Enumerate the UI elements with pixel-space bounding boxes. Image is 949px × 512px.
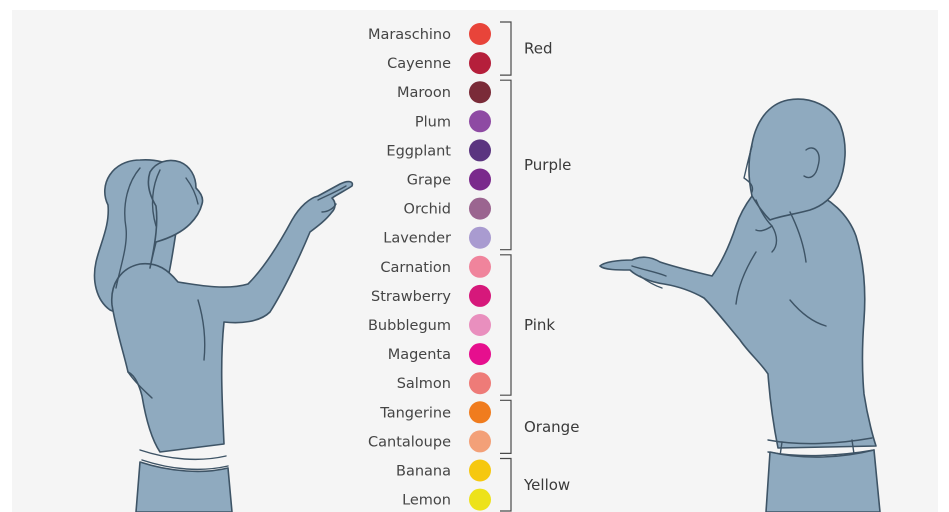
color-name-maraschino: Maraschino: [367, 27, 451, 43]
swatch-tangerine: [469, 401, 491, 423]
swatch-grape: [469, 169, 491, 191]
bracket-pink: [500, 255, 511, 395]
color-name-strawberry: Strawberry: [371, 288, 451, 305]
color-name-lemon: Lemon: [402, 492, 451, 509]
swatch-cayenne: [469, 52, 491, 74]
man-pointing-icon: [600, 99, 880, 512]
swatch-carnation: [469, 256, 491, 278]
group-label-orange: Orange: [524, 417, 580, 436]
color-name-cayenne: Cayenne: [387, 56, 451, 73]
bracket-yellow: [500, 459, 511, 512]
color-name-plum: Plum: [414, 114, 451, 131]
swatch-orchid: [469, 198, 491, 220]
swatch-eggplant: [469, 139, 491, 161]
swatch-plum: [469, 110, 491, 132]
color-name-magenta: Magenta: [387, 347, 451, 364]
group-label-yellow: Yellow: [524, 476, 571, 495]
swatch-maroon: [469, 81, 491, 103]
swatch-maraschino: [469, 23, 491, 45]
group-label-purple: Purple: [524, 155, 572, 174]
color-name-cantaloupe: Cantaloupe: [368, 434, 451, 451]
bracket-purple: [500, 80, 511, 250]
color-name-eggplant: Eggplant: [386, 143, 451, 160]
bracket-orange: [500, 400, 511, 453]
color-name-banana: Banana: [396, 463, 451, 480]
color-name-bubblegum: Bubblegum: [367, 318, 451, 334]
woman-pointing-icon: [95, 160, 353, 512]
swatch-bubblegum: [469, 314, 491, 336]
group-bracket-list: [500, 22, 579, 511]
swatch-banana: [469, 460, 491, 482]
group-label-red: Red: [524, 39, 553, 58]
color-name-maroon: Maroon: [397, 85, 451, 102]
color-name-carnation: Carnation: [380, 259, 451, 276]
color-name-tangerine: Tangerine: [380, 405, 451, 422]
color-name-orchid: Orchid: [403, 201, 451, 218]
color-swatch-list: [368, 23, 491, 511]
bracket-red: [500, 22, 511, 75]
swatch-lemon: [469, 489, 491, 511]
color-name-lavender: Lavender: [383, 230, 451, 247]
swatch-lavender: [469, 227, 491, 249]
swatch-strawberry: [469, 285, 491, 307]
group-label-pink: Pink: [524, 316, 556, 334]
color-name-grape: Grape: [406, 172, 451, 189]
swatch-cantaloupe: [469, 430, 491, 452]
swatch-magenta: [469, 343, 491, 365]
color-name-salmon: Salmon: [396, 376, 451, 393]
swatch-salmon: [469, 372, 491, 394]
